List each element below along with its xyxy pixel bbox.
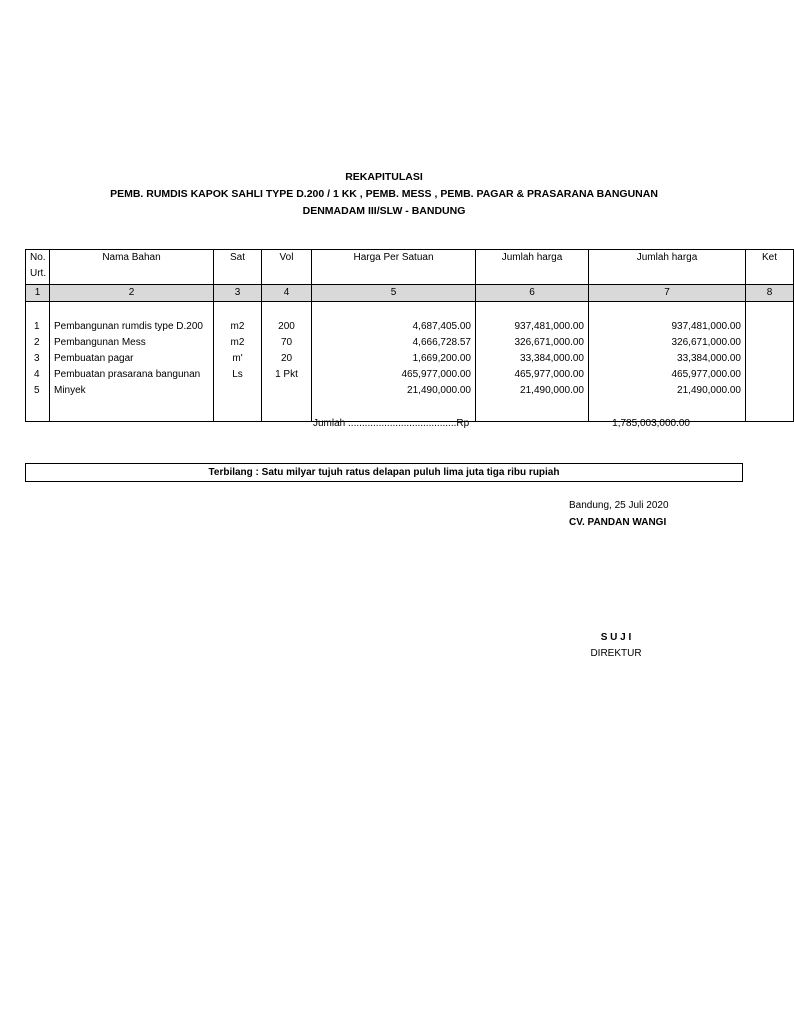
col-number: 8 (746, 285, 794, 302)
col-number: 7 (589, 285, 746, 302)
header-nama: Nama Bahan (50, 250, 214, 285)
header-ket: Ket (746, 250, 794, 285)
table-row: 1 Pembangunan rumdis type D.200 m2 200 4,687,405.00 937,481,000.00 937,481,000.00 (26, 319, 794, 335)
document-title: REKAPITULASI (345, 171, 423, 183)
rekap-table (25, 249, 794, 422)
place-date: Bandung, 25 Juli 2020 (569, 500, 669, 511)
table-row: 2 Pembangunan Mess m2 70 4,666,728.57 326,671,000.00 326,671,000.00 (26, 335, 794, 351)
total-value: 1,785,003,000.00 (612, 418, 690, 429)
header-jumlah-1: Jumlah harga (476, 250, 589, 285)
col-number: 3 (214, 285, 262, 302)
table-row: 3 Pembuatan pagar m' 20 1,669,200.00 33,384,000.00 33,384,000.00 (26, 351, 794, 367)
header-no: No. Urt. (26, 250, 50, 285)
header-jumlah-2: Jumlah harga (589, 250, 746, 285)
table-header-row (26, 250, 794, 285)
signatory-position: DIREKTUR (590, 648, 642, 659)
col-number: 2 (50, 285, 214, 302)
document-location: DENMADAM III/SLW - BANDUNG (302, 205, 466, 217)
col-number: 4 (262, 285, 312, 302)
total-label: Jumlah .......................................Rp (313, 418, 470, 429)
header-vol: Vol (262, 250, 312, 285)
spacer-row (26, 302, 794, 320)
table-row: 5 Minyek 21,490,000.00 21,490,000.00 21,490,000.00 (26, 383, 794, 399)
col-number: 1 (26, 285, 50, 302)
column-number-row (26, 285, 794, 302)
col-number: 6 (476, 285, 589, 302)
header-harga: Harga Per Satuan (312, 250, 476, 285)
signatory-name: S U J I (600, 632, 632, 643)
col-number: 5 (312, 285, 476, 302)
table-row: 4 Pembuatan prasarana bangunan Ls 1 Pkt 465,977,000.00 465,977,000.00 465,977,000.00 (26, 367, 794, 383)
terbilang-box: Terbilang : Satu milyar tujuh ratus delapan puluh lima juta tiga ribu rupiah (25, 463, 743, 482)
document-subtitle: PEMB. RUMDIS KAPOK SAHLI TYPE D.200 / 1 KK , PEMB. MESS , PEMB. PAGAR & PRASARANA BANGUNAN (110, 188, 658, 200)
header-sat: Sat (214, 250, 262, 285)
company-name: CV. PANDAN WANGI (569, 517, 667, 528)
